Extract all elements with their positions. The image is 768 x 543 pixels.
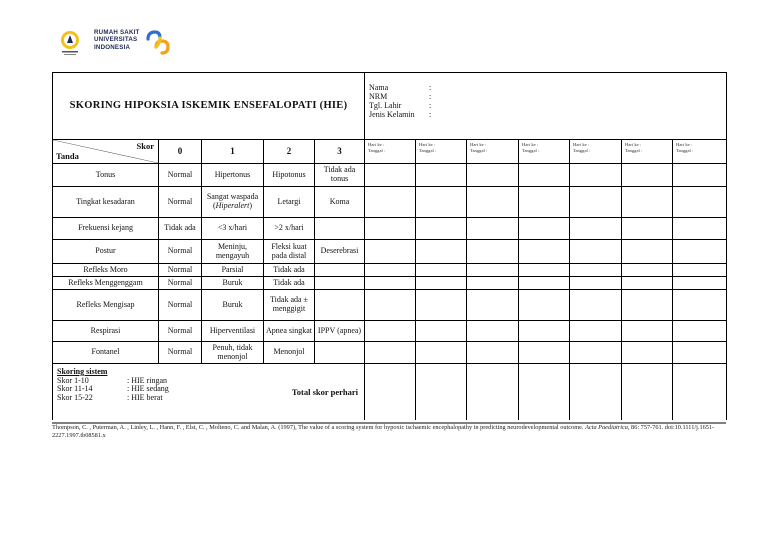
entry-cell[interactable] [673,187,727,218]
score-0-cell: Normal [159,277,202,290]
score-0-header: 0 [159,140,202,164]
score-2-cell: Tidak ada [264,264,315,277]
entry-cell[interactable] [467,164,519,187]
score-0-cell: Normal [159,264,202,277]
score-1-cell: Buruk [202,290,264,321]
entry-cell[interactable] [416,218,467,240]
date-label: Tanggal : [419,148,437,153]
day-label: Hari ke : [368,142,385,147]
score-3-cell [315,264,365,277]
entry-cell[interactable] [622,218,673,240]
entry-cell[interactable] [673,164,727,187]
header-row [53,140,727,164]
header-tanda: Tanda [56,151,79,162]
day-header[interactable] [673,140,727,164]
total-cell[interactable] [365,364,416,421]
logo-mark-icon [144,29,172,55]
header-corner [53,140,159,164]
entry-cell[interactable] [467,240,519,264]
entry-cell[interactable] [673,321,727,342]
sign-label: Respirasi [53,321,159,342]
total-cell[interactable] [673,364,727,421]
entry-cell[interactable] [673,240,727,264]
entry-cell[interactable] [467,218,519,240]
logo-line-2: UNIVERSITAS [94,36,138,44]
entry-cell[interactable] [416,164,467,187]
entry-cell[interactable] [416,187,467,218]
day-label: Hari ke : [522,142,539,147]
sign-label: Tonus [53,164,159,187]
entry-cell[interactable] [622,342,673,364]
entry-cell[interactable] [467,290,519,321]
score-0-cell: Normal [159,342,202,364]
day-header[interactable] [570,140,622,164]
day-header[interactable] [622,140,673,164]
entry-cell[interactable] [519,321,570,342]
entry-cell[interactable] [570,240,622,264]
sign-row-moro [53,264,727,277]
hie-scoring-form [52,72,727,420]
entry-cell[interactable] [365,290,416,321]
scoring-title: Skoring sistem [57,367,108,376]
sign-label: Refleks Mengisap [53,290,159,321]
score-0-cell: Normal [159,164,202,187]
reference-journal: Acta Paediatrica [585,424,628,431]
sign-row-kesadaran [53,187,727,218]
total-cell[interactable] [519,364,570,421]
range-value: : HIE sedang [127,384,169,394]
score-2-cell: Hipotonus [264,164,315,187]
day-label: Hari ke : [573,142,590,147]
field-sep: : [429,110,432,119]
date-label: Tanggal : [368,148,386,153]
score-1-cell: Penuh, tidak menonjol [202,342,264,364]
entry-cell[interactable] [467,264,519,277]
score-2-header: 2 [264,140,315,164]
entry-cell[interactable] [365,277,416,290]
score-3-header: 3 [315,140,365,164]
sign-row-respirasi [53,321,727,342]
entry-cell[interactable] [570,277,622,290]
score-3-cell [315,218,365,240]
sign-label: Refleks Menggenggam [53,277,159,290]
score-1-cell [202,187,264,218]
score-1-italic: Hiperalert [215,201,250,210]
entry-cell[interactable] [467,187,519,218]
entry-cell[interactable] [622,277,673,290]
day-label: Hari ke : [676,142,693,147]
reference-citation [52,424,728,440]
entry-cell[interactable] [365,240,416,264]
score-0-cell: Normal [159,290,202,321]
field-nrm[interactable] [369,92,726,101]
score-2-cell: Apnea singkat [264,321,315,342]
entry-cell[interactable] [416,321,467,342]
score-3-cell: Tidak ada tonus [315,164,365,187]
score-2-cell: >2 x/hari [264,218,315,240]
day-label: Hari ke : [625,142,642,147]
field-nama[interactable] [369,83,726,92]
range-value: : HIE berat [127,393,163,403]
sign-label: Frekuensi kejang [53,218,159,240]
scoring-row [53,364,727,421]
hospital-logo [58,26,178,62]
entry-cell[interactable] [416,240,467,264]
day-header[interactable] [467,140,519,164]
entry-cell[interactable] [365,321,416,342]
entry-cell[interactable] [519,290,570,321]
entry-cell[interactable] [673,264,727,277]
score-3-cell: Deserebrasi [315,240,365,264]
score-1-cell: Buruk [202,277,264,290]
score-3-cell [315,290,365,321]
sign-label: Postur [53,240,159,264]
total-cell[interactable] [622,364,673,421]
score-0-cell: Normal [159,321,202,342]
score-0-cell: Tidak ada [159,218,202,240]
field-jenis-kelamin[interactable] [369,110,726,119]
score-3-cell: Koma [315,187,365,218]
score-3-cell [315,277,365,290]
date-label: Tanggal : [625,148,643,153]
logo-line-1: RUMAH SAKIT [94,29,140,36]
sign-row-postur [53,240,727,264]
entry-cell[interactable] [519,240,570,264]
score-1-cell: Meninju, mengayuh [202,240,264,264]
score-2-cell: Fleksi kuat pada distal [264,240,315,264]
sign-label: Tingkat kesadaran [53,187,159,218]
entry-cell[interactable] [416,264,467,277]
field-tgl-lahir[interactable] [369,101,726,110]
score-1-cell: Parsial [202,264,264,277]
score-0-cell: Normal [159,240,202,264]
entry-cell[interactable] [570,218,622,240]
range-label: Skor 15-22 [57,393,93,403]
total-cell[interactable] [416,364,467,421]
entry-cell[interactable] [519,187,570,218]
entry-cell[interactable] [673,277,727,290]
day-label: Hari ke : [470,142,487,147]
sign-row-mengisap [53,290,727,321]
date-label: Tanggal : [573,148,591,153]
logo-line-3: INDONESIA [94,43,131,51]
entry-cell[interactable] [365,164,416,187]
score-2-cell: Tidak ada [264,277,315,290]
day-header[interactable] [365,140,416,164]
total-cell[interactable] [467,364,519,421]
reference-tail: , 86: 757-761. doi:10.1111/j.1651-2227.1997.tb08581.x [52,424,715,439]
day-label: Hari ke : [419,142,436,147]
entry-cell[interactable] [622,264,673,277]
scoring-system [53,364,365,421]
entry-cell[interactable] [570,264,622,277]
total-cell[interactable] [570,364,622,421]
field-label: Tgl. Lahir [369,101,402,110]
sign-row-fontanel [53,342,727,364]
score-2-cell: Letargi [264,187,315,218]
entry-cell[interactable] [570,290,622,321]
sign-row-kejang [53,218,727,240]
score-1-cell: Hipertonus [202,164,264,187]
entry-cell[interactable] [467,277,519,290]
entry-cell[interactable] [673,290,727,321]
entry-cell[interactable] [467,342,519,364]
sign-label: Refleks Moro [53,264,159,277]
reference-text: Thompson, C. , Puterman, A. , Linley, L. , Hann, F. , Elst, C. , Molteno, C. and Malan, A. (1997), The value of a scoring system for hypoxic ischaemic encephalopathy in predicting neurodevelopmental outcome. [52,424,584,431]
entry-cell[interactable] [519,218,570,240]
entry-cell[interactable] [416,342,467,364]
day-header[interactable] [416,140,467,164]
range-label: Skor 11-14 [57,384,93,394]
date-label: Tanggal : [522,148,540,153]
total-score-label: Total skor perhari [291,387,359,397]
entry-cell[interactable] [416,290,467,321]
entry-cell[interactable] [570,187,622,218]
header-skor: Skor [136,141,154,151]
range-label: Skor 1-10 [57,375,89,385]
entry-cell[interactable] [622,290,673,321]
university-seal-icon [58,28,88,58]
score-3-cell [315,342,365,364]
entry-cell[interactable] [467,321,519,342]
field-label: Nama [369,83,389,92]
patient-info [365,73,727,140]
entry-cell[interactable] [622,240,673,264]
form-title: SKORING HIPOKSIA ISKEMIK ENSEFALOPATI (HIE) [53,73,365,140]
logo-wordmark [94,29,140,51]
score-3-cell: IPPV (apnea) [315,321,365,342]
score-1-text: Sangat waspada ( [206,192,259,210]
date-label: Tanggal : [676,148,694,153]
sign-row-tonus [53,164,727,187]
entry-cell[interactable] [519,164,570,187]
sign-label: Fontanel [53,342,159,364]
entry-cell[interactable] [673,218,727,240]
score-1-cell: Hiperventilasi [202,321,264,342]
score-1-cell: <3 x/hari [202,218,264,240]
score-0-cell: Normal [159,187,202,218]
entry-cell[interactable] [365,264,416,277]
entry-cell[interactable] [622,164,673,187]
score-1-close: ) [249,201,253,210]
entry-cell[interactable] [570,342,622,364]
field-label: NRM [369,92,388,101]
entry-cell[interactable] [416,277,467,290]
entry-cell[interactable] [622,187,673,218]
scoring-range [57,377,364,386]
entry-cell[interactable] [365,342,416,364]
field-sep: : [429,83,432,92]
date-label: Tanggal : [470,148,488,153]
score-2-cell: Menonjol [264,342,315,364]
entry-cell[interactable] [519,264,570,277]
range-value: : HIE ringan [127,375,167,385]
entry-cell[interactable] [622,321,673,342]
score-2-cell: Tidak ada ± menggigit [264,290,315,321]
entry-cell[interactable] [673,342,727,364]
score-1-header: 1 [202,140,264,164]
entry-cell[interactable] [365,218,416,240]
entry-cell[interactable] [519,277,570,290]
entry-cell[interactable] [570,164,622,187]
field-sep: : [429,92,432,101]
field-sep: : [429,101,432,110]
entry-cell[interactable] [519,342,570,364]
day-header[interactable] [519,140,570,164]
entry-cell[interactable] [365,187,416,218]
entry-cell[interactable] [570,321,622,342]
sign-row-menggenggam [53,277,727,290]
field-label: Jenis Kelamin [369,110,415,119]
